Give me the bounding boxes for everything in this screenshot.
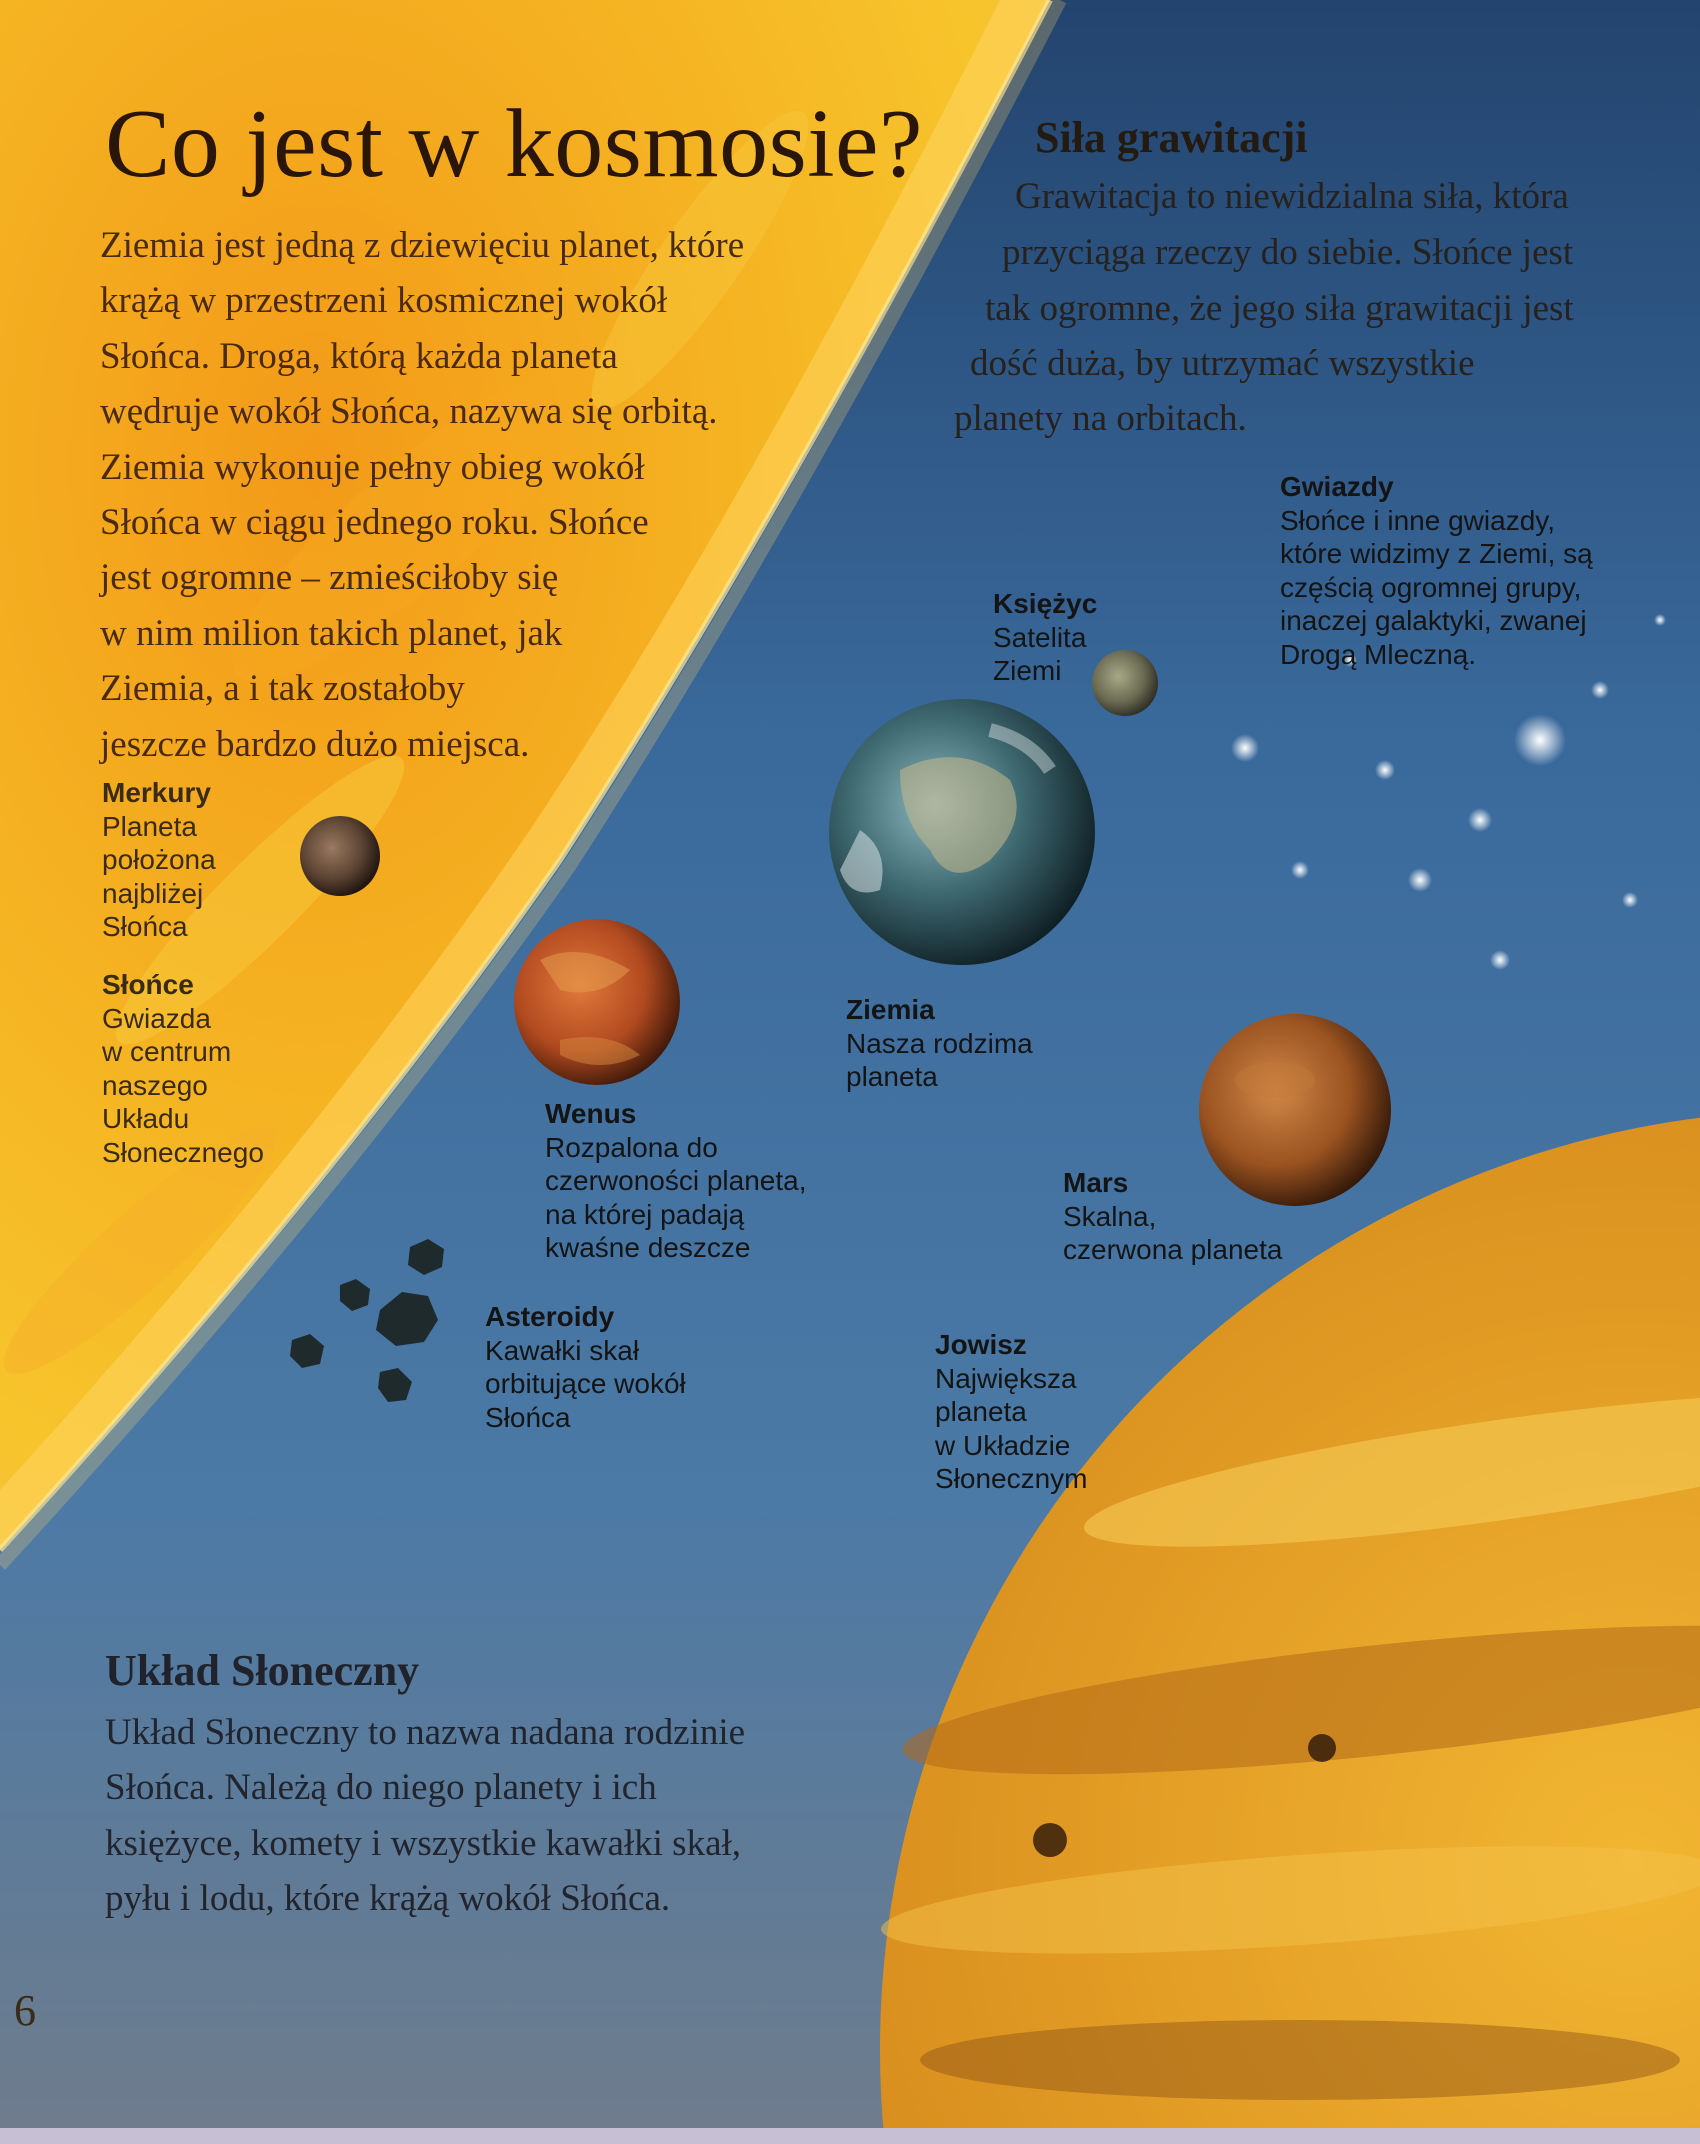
label-ksiezyc	[993, 587, 1097, 688]
label-jowisz	[935, 1328, 1088, 1496]
label-ziemia	[846, 993, 1033, 1094]
solar-system-paragraph	[105, 1705, 745, 1927]
intro-line: jeszcze bardzo dużo miejsca.	[100, 723, 530, 765]
label-line: Skalna,	[1063, 1200, 1157, 1232]
gravity-line: dość duża, by utrzymać wszystkie	[970, 343, 1475, 384]
label-line: Nasza rodzima	[846, 1027, 1033, 1059]
solar-system-heading: Układ Słoneczny	[105, 1646, 420, 1695]
label-line: inaczej galaktyki, zwanej	[1280, 605, 1587, 636]
label-line: Rozpalona do	[545, 1131, 718, 1163]
solar-system-line: Słońca. Należą do niego planety i ich	[105, 1767, 657, 1809]
label-line: które widzimy z Ziemi, są	[1280, 538, 1593, 569]
label-line: czerwoności planeta,	[545, 1165, 807, 1196]
gravity-line: przyciąga rzeczy do siebie. Słońce jest	[1002, 232, 1574, 273]
label-line: Satelita	[993, 621, 1087, 653]
label-line: Ziemi	[993, 655, 1062, 686]
label-line: w Układzie	[935, 1429, 1071, 1461]
label-title: Mars	[1063, 1167, 1129, 1198]
label-line: Układu	[102, 1103, 190, 1134]
intro-paragraph	[100, 218, 860, 772]
label-title: Asteroidy	[485, 1301, 615, 1332]
label-line: Gwiazda	[102, 1002, 211, 1034]
label-line: Planeta	[102, 810, 197, 842]
label-line: na której padają	[545, 1198, 745, 1230]
label-title: Gwiazdy	[1280, 471, 1394, 502]
solar-system-line: Układ Słoneczny to nazwa nadana rodzinie	[105, 1712, 746, 1753]
moon	[1092, 650, 1158, 716]
label-line: Słonecznego	[102, 1136, 264, 1168]
label-line: w centrum	[102, 1036, 232, 1067]
label-line: planeta	[846, 1061, 938, 1092]
intro-line: Słońca w ciągu jednego roku. Słońce	[100, 502, 649, 544]
label-title: Słońce	[102, 969, 194, 1000]
intro-line: Ziemia jest jedną z dziewięciu planet, które	[100, 225, 745, 266]
label-title: Jowisz	[935, 1329, 1027, 1360]
intro-line: Słońca. Droga, którą każda planeta	[100, 335, 618, 377]
label-line: naszego	[102, 1069, 208, 1101]
label-mars	[1063, 1166, 1282, 1267]
label-slonce	[102, 968, 264, 1169]
label-title: Księżyc	[993, 588, 1098, 619]
label-line: Największa	[935, 1362, 1077, 1394]
label-merkury	[102, 776, 216, 944]
gravity-line: Grawitacja to niewidzialna siła, która	[1015, 176, 1569, 217]
mercury	[300, 816, 380, 896]
gravity-heading: Siła grawitacji	[1035, 113, 1308, 162]
intro-line: krążą w przestrzeni kosmicznej wokół	[100, 280, 668, 322]
intro-line: Ziemia wykonuje pełny obieg wokół	[100, 446, 645, 488]
page-title: Co jest w kosmosie?	[105, 90, 923, 198]
solar-system-line: pyłu i lodu, które krążą wokół Słońca.	[105, 1878, 671, 1920]
label-asteroidy	[485, 1300, 686, 1434]
label-gwiazdy	[1280, 470, 1593, 671]
intro-line: wędruje wokół Słońca, nazywa się orbitą.	[100, 391, 718, 433]
label-line: Kawałki skał	[485, 1334, 640, 1366]
label-line: planeta	[935, 1396, 1027, 1427]
label-line: Słońce i inne gwiazdy,	[1280, 504, 1555, 536]
label-line: najbliżej	[102, 877, 204, 909]
solar-system-line: księżyce, komety i wszystkie kawałki skał,	[105, 1822, 742, 1864]
label-line: Słonecznym	[935, 1463, 1088, 1494]
label-line: kwaśne deszcze	[545, 1232, 751, 1263]
earth	[829, 699, 1095, 965]
label-wenus	[545, 1097, 806, 1265]
label-line: częścią ogromnej grupy,	[1280, 571, 1582, 603]
label-title: Merkury	[102, 777, 211, 808]
label-line: położona	[102, 844, 216, 875]
label-line: orbitujące wokół	[485, 1368, 686, 1399]
label-line: czerwona planeta	[1063, 1234, 1283, 1265]
label-title: Wenus	[545, 1098, 637, 1129]
gravity-line: planety na orbitach.	[954, 398, 1247, 439]
page-number: 6	[14, 1986, 36, 2035]
label-title: Ziemia	[846, 994, 935, 1025]
label-line: Drogą Mleczną.	[1280, 638, 1477, 670]
venus	[514, 919, 680, 1085]
label-line: Słońca	[102, 911, 188, 942]
page-bottom-edge	[0, 2128, 1700, 2144]
intro-line: Ziemia, a i tak zostałoby	[100, 668, 465, 710]
label-line: Słońca	[485, 1401, 571, 1433]
gravity-line: tak ogromne, że jego siła grawitacji jest	[985, 288, 1574, 329]
intro-line: w nim milion takich planet, jak	[100, 612, 563, 654]
intro-line: jest ogromne – zmieściłoby się	[100, 557, 559, 599]
